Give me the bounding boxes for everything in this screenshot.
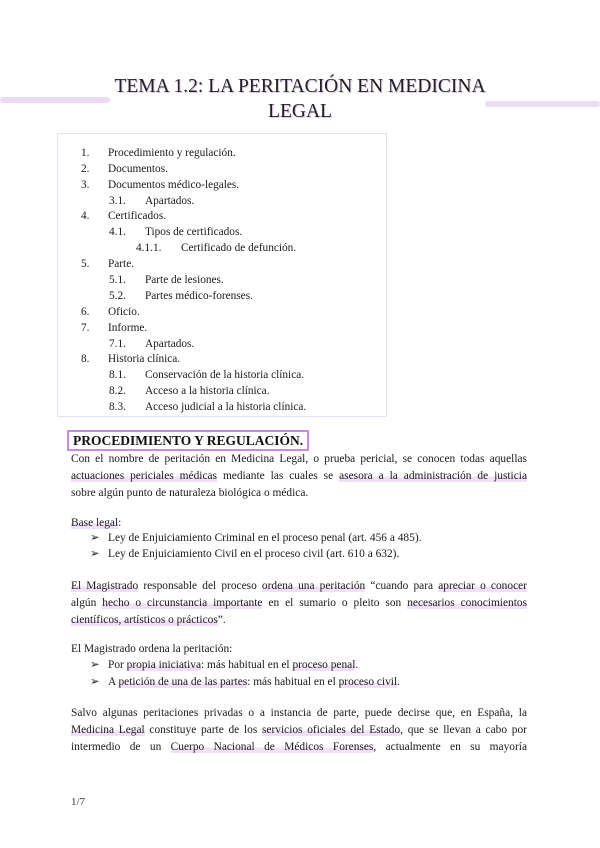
intro-paragraph: Con el nombre de peritación en Medicina Legal, o prueba pericial, se conocen todas aquellas actuaciones periciales médicas mediante las cuales se asesora a la administración de justicia sobre algún punto de naturaleza biológica o médica. bbox=[71, 453, 528, 499]
table-of-contents: 1. Procedimiento y regulación. 2. Documentos. 3. Documentos médico-legales. 3.1. Apartados. 4. Certificados. 4.1. Tipos de certificados. 4.1.1. Certificado de defunción. 5. Parte. 5.1. Parte de lesiones. 5.2. Partes médico-forenses. 6. Oficio. 7. Informe. 7.1. Apartados. 8. Historia clínica. 8.1. Conservación de la historia clínica. 8.2. Acceso a la historia clínica. 8.3. Acceso judicial a la historia clínica. bbox=[57, 133, 387, 417]
list-item: ➢ Ley de Enjuiciamiento Civil en el proceso civil (art. 610 a 632). bbox=[90, 548, 400, 560]
arrow-bullet-icon: ➢ bbox=[90, 659, 100, 671]
base-legal-label: Base legal: bbox=[71, 517, 122, 529]
arrow-bullet-icon: ➢ bbox=[90, 548, 100, 560]
title-line-1: TEMA 1.2: LA PERITACIÓN EN MEDICINA bbox=[114, 76, 486, 97]
list-item: ➢ A petición de una de las partes: más habitual en el proceso civil. bbox=[90, 676, 400, 688]
list-item: ➢ Por propia iniciativa: más habitual en el proceso penal. bbox=[90, 659, 359, 671]
spain-paragraph: Salvo algunas peritaciones privadas o a instancia de parte, puede decirse que, en España, la Medicina Legal constituye parte de los servicios oficiales del Estado, que se llevan a cabo por intermedio de un Cuerpo Nacional de Médicos Forenses, actualmente en su mayoría bbox=[71, 707, 527, 753]
section-heading: PROCEDIMIENTO Y REGULACIÓN. bbox=[67, 430, 309, 451]
page-number: 1/7 bbox=[71, 796, 86, 808]
arrow-bullet-icon: ➢ bbox=[90, 676, 100, 688]
list-item: ➢ Ley de Enjuiciamiento Criminal en el proceso penal (art. 456 a 485). bbox=[90, 532, 422, 544]
title-line-2: LEGAL bbox=[268, 101, 332, 122]
arrow-bullet-icon: ➢ bbox=[90, 532, 100, 544]
page-title bbox=[80, 74, 520, 124]
order-intro: El Magistrado ordena la peritación: bbox=[71, 643, 233, 655]
magistrate-paragraph: El Magistrado responsable del proceso ordena una peritación “cuando para apreciar o conocer algún hecho o circunstancia importante en el sumario o pleito son necesarios conocimientos científicos, artísticos o prácticos”. bbox=[71, 580, 528, 626]
